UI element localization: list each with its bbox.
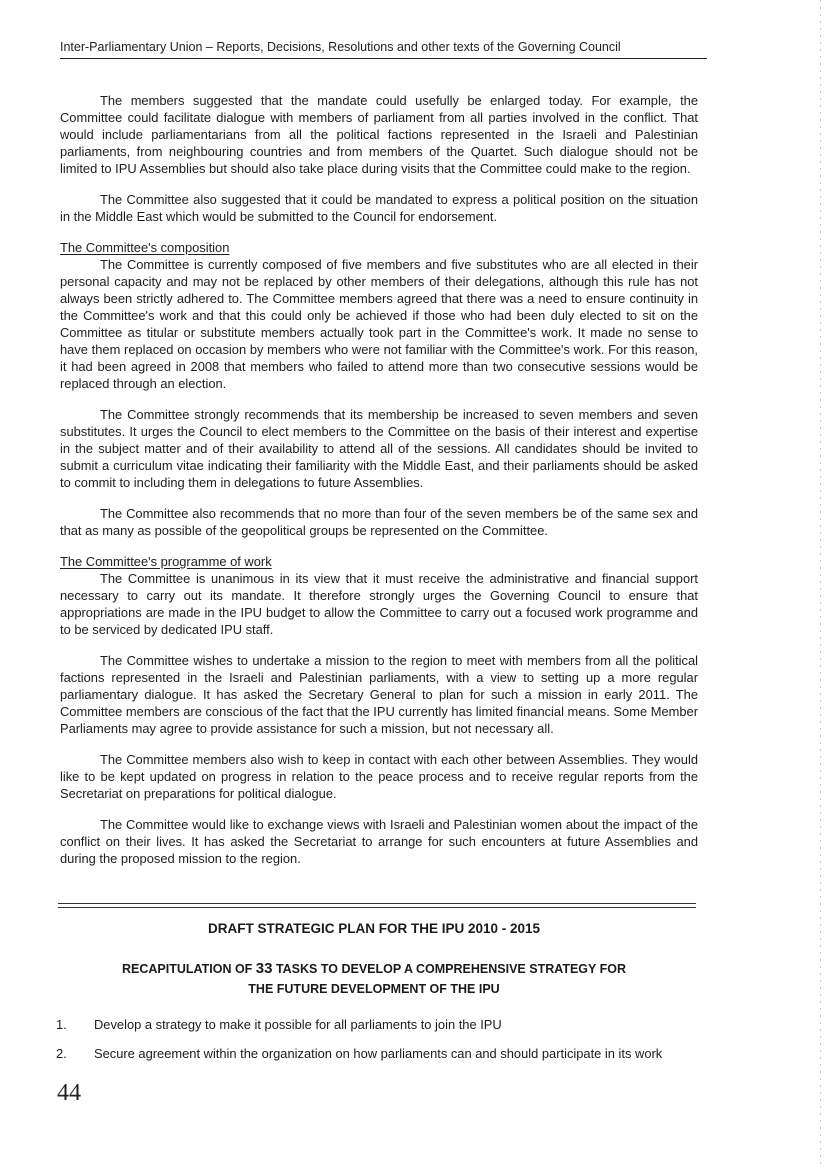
section-heading-programme: The Committee's programme of work bbox=[60, 554, 272, 569]
plan-subtitle-line1 bbox=[60, 959, 688, 979]
subtitle-suffix: TASKS TO DEVELOP A COMPREHENSIVE STRATEGY FOR bbox=[272, 962, 626, 976]
list-item-number: 2. bbox=[56, 1046, 67, 1061]
plan-subtitle-line2: THE FUTURE DEVELOPMENT OF THE IPU bbox=[248, 982, 500, 996]
task-list bbox=[56, 1016, 706, 1074]
running-header: Inter-Parliamentary Union – Reports, Decisions, Resolutions and other texts of the Governing Council bbox=[60, 40, 707, 59]
plan-title: DRAFT STRATEGIC PLAN FOR THE IPU 2010 - 2015 bbox=[207, 921, 541, 936]
section-heading-composition: The Committee's composition bbox=[60, 240, 230, 255]
paragraph: The Committee also suggested that it could be mandated to express a political position on the situation in the Middle East which would be submitted to the Council for endorsement. bbox=[60, 192, 698, 224]
list-item-number: 1. bbox=[56, 1017, 67, 1032]
paragraph: The Committee is unanimous in its view that it must receive the administrative and financial support necessary to carry out its mandate. It therefore strongly urges the Governing Council to ensure that appropriations are made in the IPU budget to allow the Committee to carry out a focused work programme and to be serviced by dedicated IPU staff. bbox=[60, 571, 698, 637]
plan-subtitle bbox=[60, 959, 688, 999]
page-number: 44 bbox=[57, 1080, 81, 1106]
paragraph: The Committee is currently composed of five members and five substitutes who are all elected in their personal capacity and may not be replaced by other members of their delegations, although this rule has not always been strictly adhered to. The Committee members agreed that there was a need to ensure continuity in the Committee's work and that this could only be achieved if those who had been duly elected to sit on the Committee as titular or substitute members actually took part in the Committee's work. It made no sense to have them replaced on occasion by members who were not familiar with the Committee's work. For this reason, it had been agreed in 2008 that members who failed to attend more than two consecutive sessions would be replaced through an election. bbox=[60, 257, 698, 391]
scan-edge bbox=[820, 0, 821, 1168]
body-text bbox=[60, 92, 698, 881]
list-item bbox=[56, 1045, 706, 1062]
paragraph: The Committee also recommends that no more than four of the seven members be of the same sex and that as many as possible of the geopolitical groups be represented on the Committee. bbox=[60, 506, 698, 538]
paragraph: The Committee members also wish to keep in contact with each other between Assemblies. They would like to be kept updated on progress in relation to the peace process and to receive regular reports from the Secretariat on preparations for political dialogue. bbox=[60, 752, 698, 801]
paragraph: The Committee strongly recommends that its membership be increased to seven members and seven substitutes. It urges the Council to elect members to the Committee on the basis of their interest and expertise in the subject matter and of their availability to attend all of the sessions. All candidates should be invited to submit a curriculum vitae indicating their familiarity with the Middle East, and their parliaments should be asked to commit to including them in delegations to future Assemblies. bbox=[60, 407, 698, 490]
list-item-text: Secure agreement within the organization on how parliaments can and should participate in its work bbox=[94, 1046, 663, 1061]
list-item-text: Develop a strategy to make it possible for all parliaments to join the IPU bbox=[94, 1017, 502, 1032]
task-count: 33 bbox=[255, 960, 273, 977]
paragraph: The Committee would like to exchange views with Israeli and Palestinian women about the impact of the conflict on their lives. It has asked the Secretariat to arrange for such encounters at future Assemblies and during the proposed mission to the region. bbox=[60, 817, 698, 866]
section-divider bbox=[58, 903, 696, 908]
paragraph: The members suggested that the mandate could usefully be enlarged today. For example, the Committee could facilitate dialogue with members of parliament from all parties involved in the conflict. That would include parliamentarians from all the political factions represented in the Israeli and Palestinian parliaments, from neighbouring countries and from members of the Quartet. Such dialogue should not be limited to IPU Assemblies but should also take place during visits that the Committee could make to the region. bbox=[60, 93, 698, 176]
list-item bbox=[56, 1016, 706, 1033]
subtitle-prefix: RECAPITULATION OF bbox=[121, 962, 256, 976]
paragraph: The Committee wishes to undertake a mission to the region to meet with members from all the political factions represented in the Israeli and Palestinian parliaments, with a view to setting up a more regular parliamentary dialogue. It has asked the Secretary General to plan for such a mission in early 2011. The Committee members are conscious of the fact that the IPU currently has limited financial means. Some Member Parliaments may agree to provide assistance for such a mission, but not necessary all. bbox=[60, 653, 698, 736]
